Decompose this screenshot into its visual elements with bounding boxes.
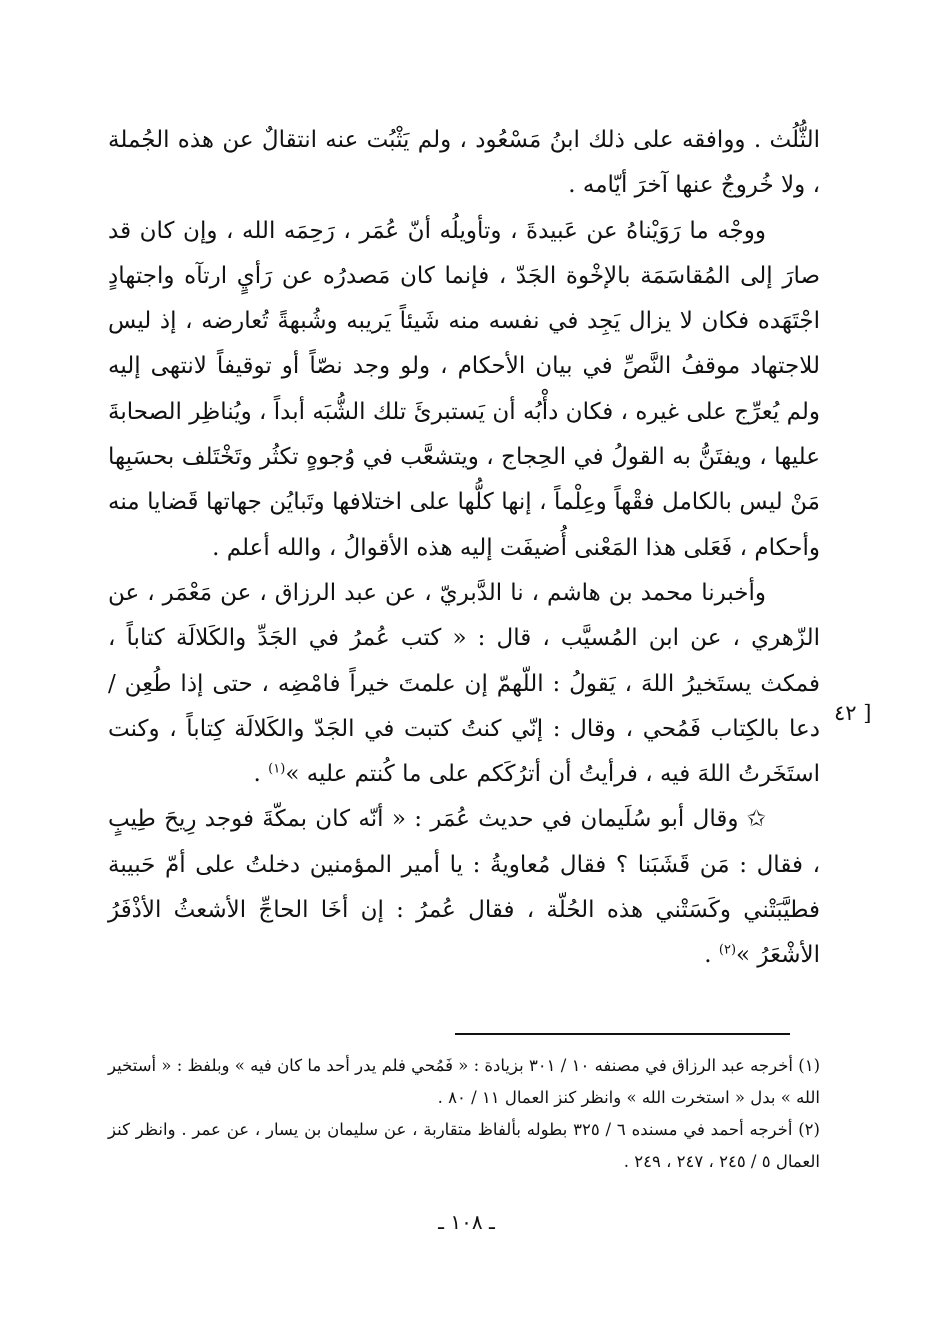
paragraph-4 [108, 797, 820, 978]
paragraph-3-text: وأخبرنا محمد بن هاشم ، نا الدَّبريّ ، عن عبد الرزاق ، عن مَعْمَر ، عن الزّهري ، عن ابن المُسيَّب ، قال : « كتب عُمرُ في الجَدِّ والكَلالَة كتاباً ، فمكث يستَخيرُ اللهَ ، يَقولُ : اللّهمّ إن علمتَ خيراً فامْضِه ، حتى إذا طُعِن / دعا بالكِتاب فَمُحي ، وقال : إنّي كنتُ كتبت في الجَدّ والكَلالَة كِتاباً ، وكنت استَخَرتُ اللهَ فيه ، فرأيتُ أن أترُكَكم على ما كُنتم عليه » [108, 579, 820, 788]
paragraph-1: الثُّلُث . ووافقه على ذلك ابنُ مَسْعُود ، ولم يَثْبُت عنه انتقالٌ عن هذه الجُملة ، ولا خُروجٌ عنها آخرَ أيّامه . [108, 127, 820, 199]
paragraph-2: ووجْه ما رَوَيْناهُ عن عَبيدةَ ، وتأويلُه أنّ عُمَر ، رَحِمَه الله ، وإن كان قد صارَ إلى المُقاسَمَة بالإخْوة الجَدّ ، فإنما كان مَصدرُه عن رَأيٍ ارتآه واجتهادٍ اجْتَهَده فكان لا يزال يَجِد في نفسه منه شَيئاً يَريبه وشُبهةً تُعارضه ، إذ ليس للاجتهاد موقفُ النَّصِّ في بيان الأحكام ، ولو وجد نصّاً أو توقيفاً لانتهى إليه ولم يُعرِّج على غيره ، فكان دأْبُه أن يَستبرئَ تلك الشُّبَه أبداً ، ويُناظِر الصحابةَ عليها ، ويفتَنُّ به القولُ في الحِجاج ، ويتشعَّب في وُجوهٍ تكثُر وتَخْتَلف بحسَبِها مَنْ ليس بالكامل فقْهاً وعِلْماً ، إنها كلُّها على اختلافها وتَبايُن جهاتها قَضايا منه وأحكام ، فَعَلى هذا المَعْنى أُضيفَت إليه هذه الأقوالُ ، والله أعلم . [108, 217, 820, 561]
paragraph-3-end: . [253, 761, 269, 788]
footnote-divider [455, 1033, 790, 1035]
margin-folio-note: [ ٤٢ [834, 701, 872, 725]
footnotes [108, 1050, 820, 1178]
page-number: ـ ١٠٨ ـ [438, 1210, 495, 1234]
footnote-ref-2[interactable]: (٢) [718, 942, 737, 958]
paragraph-3 [108, 571, 820, 797]
footnote-2: (٢) أخرجه أحمد في مسنده ٦ / ٣٢٥ بطوله بألفاظ متقاربة ، عن سليمان بن يسار ، عن عمر . وانظر كنز العمال ٥ / ٢٤٥ ، ٢٤٧ ، ٢٤٩ . [108, 1120, 820, 1171]
paragraph-4-text: ✩ وقال أبو سُلَيمان في حديث عُمَر : « أنّه كان بمكّةَ فوجد رِيحَ طِيبٍ ، فقال : مَن قَشَبَنا ؟ فقال مُعاويةُ : يا أمير المؤمنين دخلتُ على أمّ حَبيبة فطيَّبَتْني وكَسَتْني هذه الحُلّة ، فقال عُمرُ : إن أخَا الحاجِّ الأشعثُ الأذْفَرُ الأشْعَرُ » [108, 806, 820, 969]
paragraph-4-end: . [704, 942, 719, 969]
footnote-1: (١) أخرجه عبد الرزاق في مصنفه ١٠ / ٣٠١ بزيادة : « فَمُحي فلم يدر أحد ما كان فيه » وبلفظ : « أستخير الله » بدل « استخرت الله » وانظر كنز العمال ١١ / ٨٠ . [107, 1056, 820, 1107]
main-text [108, 118, 820, 979]
footnote-ref-1[interactable]: (١) [268, 761, 286, 777]
